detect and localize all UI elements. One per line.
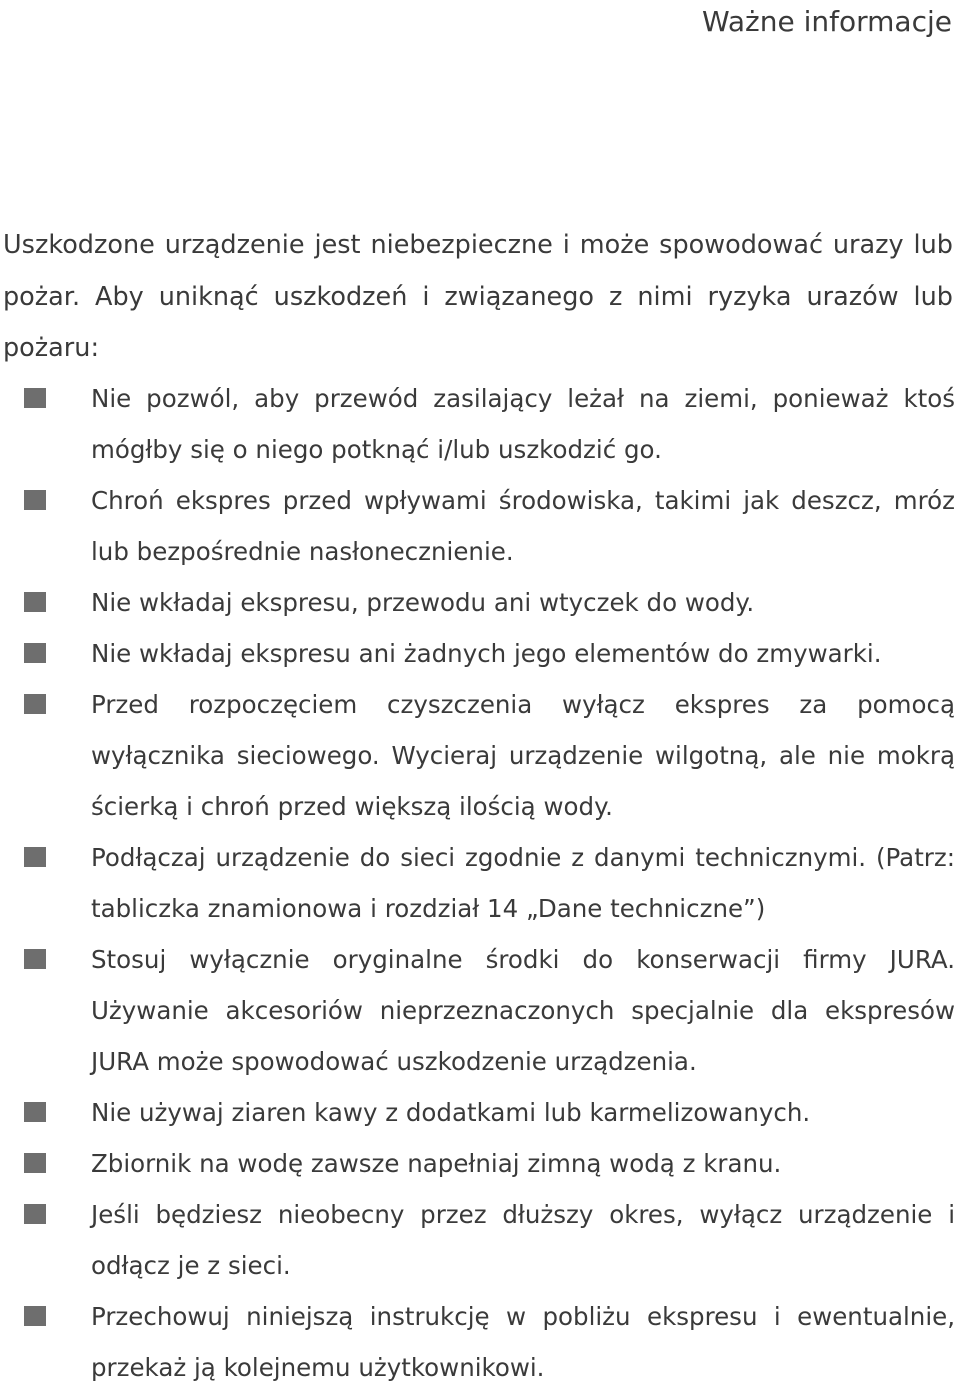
list-item-text: Nie wkładaj ekspresu, przewodu ani wtyczek do wody. [91, 588, 755, 617]
list-item-text: Nie pozwól, aby przewód zasilający leżał na ziemi, ponieważ ktoś mógłby się o niego potknąć i/lub uszkodzić go. [91, 384, 955, 464]
list-item [0, 1087, 955, 1138]
square-bullet-icon [24, 592, 46, 612]
list-item [0, 1189, 955, 1291]
list-item-text: Przechowuj niniejszą instrukcję w pobliżu ekspresu i ewentualnie, przekaż ją kolejnemu użytkownikowi. [91, 1302, 955, 1382]
square-bullet-icon [24, 1306, 46, 1326]
list-item-text: Stosuj wyłącznie oryginalne środki do konserwacji firmy JURA. Używanie akcesoriów nieprzeznaczonych specjalnie dla ekspresów JURA może spowodować uszkodzenie urządzenia. [91, 945, 955, 1076]
square-bullet-icon [24, 643, 46, 663]
list-item-text: Nie używaj ziaren kawy z dodatkami lub karmelizowanych. [91, 1098, 811, 1127]
list-item [0, 1138, 955, 1189]
list-item-text: Nie wkładaj ekspresu ani żadnych jego elementów do zmywarki. [91, 639, 882, 668]
square-bullet-icon [24, 1204, 46, 1224]
list-item [0, 679, 955, 832]
list-item [0, 577, 955, 628]
list-item [0, 832, 955, 934]
list-item [0, 475, 955, 577]
safety-rules-list [0, 373, 955, 1393]
list-item [0, 628, 955, 679]
square-bullet-icon [24, 1153, 46, 1173]
square-bullet-icon [24, 388, 46, 408]
square-bullet-icon [24, 490, 46, 510]
page-header-title: Ważne informacje [702, 5, 952, 38]
list-item [0, 373, 955, 475]
square-bullet-icon [24, 847, 46, 867]
list-item-text: Zbiornik na wodę zawsze napełniaj zimną wodą z kranu. [91, 1149, 782, 1178]
intro-paragraph: Uszkodzone urządzenie jest niebezpieczne i może spowodować urazy lub pożar. Aby uniknąć uszkodzeń i związanego z nimi ryzyka urazów lub pożaru: [3, 230, 953, 363]
list-item [0, 1291, 955, 1393]
square-bullet-icon [24, 1102, 46, 1122]
list-item-text: Przed rozpoczęciem czyszczenia wyłącz ekspres za pomocą wyłącznika sieciowego. Wycieraj urządzenie wilgotną, ale nie mokrą ścierką i chroń przed większą ilością wody. [91, 690, 955, 821]
list-item-text: Chroń ekspres przed wpływami środowiska, takimi jak deszcz, mróz lub bezpośrednie nasłonecznienie. [91, 486, 955, 566]
square-bullet-icon [24, 694, 46, 714]
square-bullet-icon [24, 949, 46, 969]
list-item-text: Jeśli będziesz nieobecny przez dłuższy okres, wyłącz urządzenie i odłącz je z sieci. [91, 1200, 955, 1280]
list-item-text: Podłączaj urządzenie do sieci zgodnie z danymi technicznymi. (Patrz: tabliczka znamionowa i rozdział 14 „Dane techniczne”) [91, 843, 955, 923]
list-item [0, 934, 955, 1087]
